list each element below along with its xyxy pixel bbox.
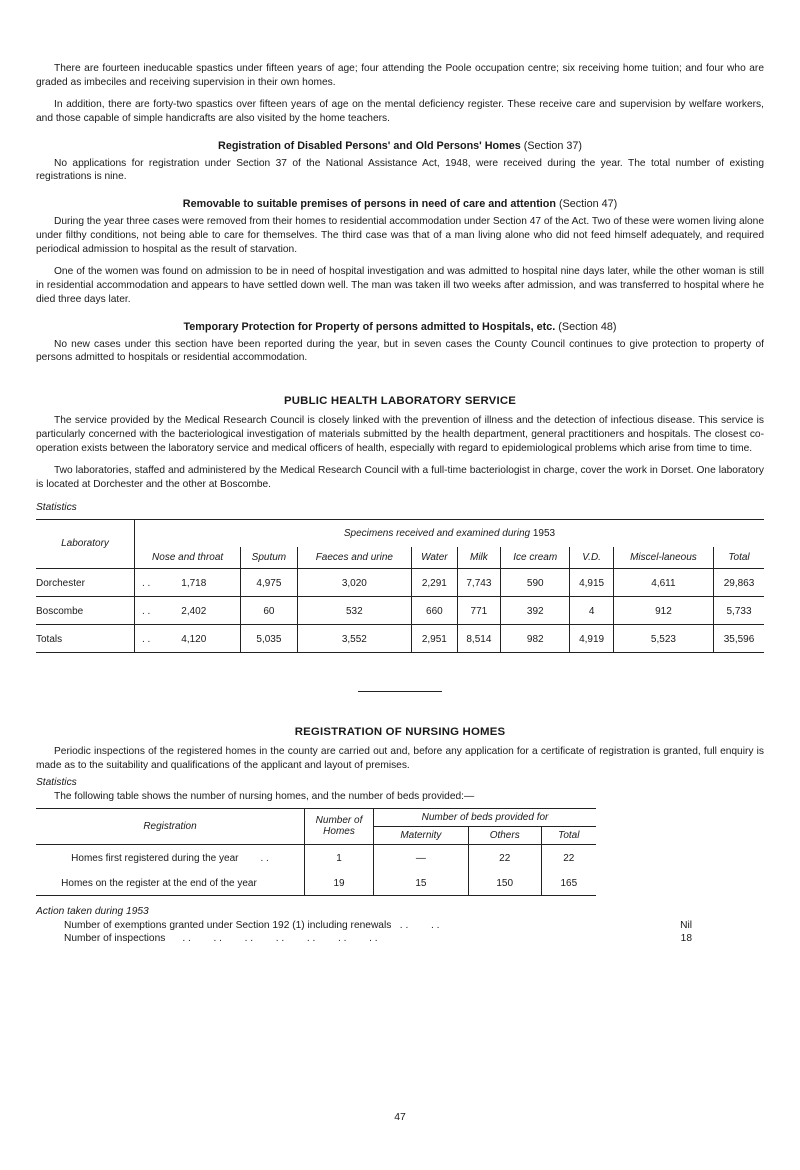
row-label: Homes on the register at the end of the year: [61, 877, 257, 889]
lab-service-heading: PUBLIC HEALTH LABORATORY SERVICE: [283, 395, 517, 408]
table-cell: 5,733: [714, 597, 764, 625]
table-cell: [135, 597, 241, 625]
page-number: 47: [394, 1112, 406, 1123]
heading-text: Temporary Protection for Property of persons admitted to Hospitals, etc.: [183, 320, 556, 333]
table-cell: 4,975: [241, 569, 297, 597]
temporary-paragraph: No new cases under this section have been reported during the year, but in seven cases the County Council continues to give protection to property of persons admitted to hospitals or residential accommodation.: [36, 338, 764, 364]
table-cell: 4,919: [570, 625, 614, 653]
cell-homes: 1: [305, 844, 374, 870]
maternity-header: Maternity: [374, 826, 469, 844]
intro-paragraph-1: There are fourteen ineducable spastics under fifteen years of age; four attending the Poole occupation centre; six receiving home tuition; and four who are graded as imbeciles and receiving supervision in their own homes.: [36, 63, 764, 88]
specimens-group-header: [135, 519, 765, 547]
action-line: [36, 932, 692, 945]
temporary-heading: [36, 321, 764, 333]
cell-others: 22: [468, 844, 541, 870]
lab-column-header: Milk: [457, 547, 501, 569]
lab-service-paragraph-1: The service provided by the Medical Research Council is closely linked with the prevention of illness and the detection of infectious disease. This service is particularly concerned with the bacteriological investigation of materials submitted by the health department, general practitioners and hospitals. The closest co-operation exists between the laboratory service and medical officers of health, especially with regard to epidemiological problems which arise from time to time.: [36, 415, 764, 454]
table-cell: 392: [501, 597, 570, 625]
homes-header: Number of Homes: [305, 808, 374, 844]
cell-total: 22: [541, 844, 596, 870]
heading-section: (Section 37): [523, 139, 582, 152]
table-cell: 29,863: [714, 569, 764, 597]
table-row: [36, 569, 764, 597]
leader-dots: . .: [142, 606, 151, 618]
registration-disabled-heading: [36, 140, 764, 152]
table-cell: [135, 569, 241, 597]
document-page: [36, 62, 764, 945]
registration-disabled-paragraph: No applications for registration under Section 37 of the National Assistance Act, 1948, were received during the year. The total number of existing registrations is nine.: [36, 157, 764, 183]
beds-group-header: Number of beds provided for: [374, 808, 597, 826]
nursing-paragraph: Periodic inspections of the registered homes in the county are carried out and, before any application for a certificate of registration is granted, full enquiry is made as to the suitability and qualifications of the applicant and layout of premises.: [36, 746, 764, 771]
heading-text: Registration of Disabled Persons' and Old Persons' Homes: [218, 139, 521, 152]
cell-total: 165: [541, 870, 596, 896]
lab-column-header: Nose and throat: [135, 547, 241, 569]
cell-homes: 19: [305, 870, 374, 896]
cell-others: 150: [468, 870, 541, 896]
heading-section: (Section 48): [558, 320, 617, 333]
lab-statistics-label: Statistics: [36, 501, 77, 513]
table-cell: 982: [501, 625, 570, 653]
table-cell: [135, 625, 241, 653]
action-section: [36, 906, 764, 946]
table-cell: 7,743: [457, 569, 501, 597]
heading-section: (Section 47): [558, 198, 618, 211]
group-header-text: Specimens received and examined during: [343, 527, 531, 539]
lab-column-header: Total: [714, 547, 764, 569]
cell-value: 1,718: [181, 578, 207, 590]
group-header-year: 1953: [532, 527, 556, 539]
laboratory-name: Dorchester: [36, 569, 135, 597]
cell-maternity: 15: [374, 870, 469, 896]
table-cell: 4,915: [570, 569, 614, 597]
table-cell: 35,596: [714, 625, 764, 653]
table-cell: 590: [501, 569, 570, 597]
table-cell: 4: [570, 597, 614, 625]
others-header: Others: [468, 826, 541, 844]
table-cell: 60: [241, 597, 297, 625]
table-cell: 2,291: [412, 569, 458, 597]
action-label: Number of exemptions granted under Section 192 (1) including renewals . . . .: [64, 919, 440, 931]
nursing-homes-table: [36, 808, 596, 896]
table-row: [36, 597, 764, 625]
lab-column-header: Ice cream: [501, 547, 570, 569]
action-value: Nil: [680, 919, 692, 931]
table-cell: 771: [457, 597, 501, 625]
table-row: [36, 625, 764, 653]
table-cell: 660: [412, 597, 458, 625]
removable-heading: [36, 198, 764, 210]
nursing-statistics-label: Statistics: [36, 776, 77, 788]
laboratory-name: Totals: [36, 625, 135, 653]
cell-value: 2,402: [181, 606, 207, 618]
registration-header: Registration: [143, 820, 197, 832]
table-cell: 3,552: [297, 625, 412, 653]
registration-label: [36, 844, 305, 870]
intro-paragraph-2: In addition, there are forty-two spastics over fifteen years of age on the mental deficiency register. These receive care and supervision by welfare workers, and those capable of simple handicrafts are also visited by the home teachers.: [36, 98, 764, 124]
table-cell: 2,951: [412, 625, 458, 653]
laboratory-name: Boscombe: [36, 597, 135, 625]
removable-paragraph-1: During the year three cases were removed from their homes to residential accommodation under Section 47 of the Act. Two of these were women living alone under filthy conditions, not being able to care for themselves. The third case was that of a man living alone who did not feed himself adequately, and required periodical admission to hospital as the result of starvation.: [36, 216, 764, 255]
table-cell: 4,611: [613, 569, 713, 597]
laboratory-table: [36, 519, 764, 654]
table-cell: 5,035: [241, 625, 297, 653]
section-divider: [358, 691, 442, 692]
lab-column-header: Water: [412, 547, 458, 569]
table-row: [36, 844, 596, 870]
leader-dots: . .: [142, 634, 151, 646]
total-header: Total: [541, 826, 596, 844]
lab-column-header: V.D.: [570, 547, 614, 569]
table-cell: 532: [297, 597, 412, 625]
leader-dots: . .: [260, 852, 269, 864]
action-heading: Action taken during 1953: [36, 905, 149, 917]
table-cell: 912: [613, 597, 713, 625]
leader-dots: . .: [142, 578, 151, 590]
lab-column-header: Faeces and urine: [297, 547, 412, 569]
removable-paragraph-2: One of the women was found on admission to be in need of hospital investigation and was admitted to hospital nine days later, while the other woman is still in residential accommodation and appears to have settled down well. The man was taken ill two weeks after admission, and was transferred to hospital where he died three days later.: [36, 265, 764, 305]
table-cell: 3,020: [297, 569, 412, 597]
table-cell: 8,514: [457, 625, 501, 653]
lab-column-header: Miscel-laneous: [613, 547, 713, 569]
nursing-heading: REGISTRATION OF NURSING HOMES: [294, 726, 506, 739]
row-label: Homes first registered during the year: [71, 852, 239, 864]
laboratory-header: Laboratory: [61, 538, 109, 550]
lab-column-header: Sputum: [241, 547, 297, 569]
heading-text: Removable to suitable premises of persons in need of care and attention: [182, 198, 556, 211]
action-label: Number of inspections . . . . . . . . . . . . . .: [64, 933, 378, 944]
table-cell: 5,523: [613, 625, 713, 653]
action-line: [36, 919, 692, 932]
registration-label: [36, 870, 305, 896]
lab-service-paragraph-2: Two laboratories, staffed and administered by the Medical Research Council with a full-time bacteriologist in charge, cover the work in Dorset. One laboratory is located at Dorchester and the other at Boscombe.: [36, 464, 764, 490]
nursing-table-intro: The following table shows the number of nursing homes, and the number of beds provided:—: [54, 790, 475, 802]
action-value: 18: [680, 933, 692, 944]
cell-maternity: —: [374, 844, 469, 870]
cell-value: 4,120: [181, 634, 207, 646]
table-row: [36, 870, 596, 896]
